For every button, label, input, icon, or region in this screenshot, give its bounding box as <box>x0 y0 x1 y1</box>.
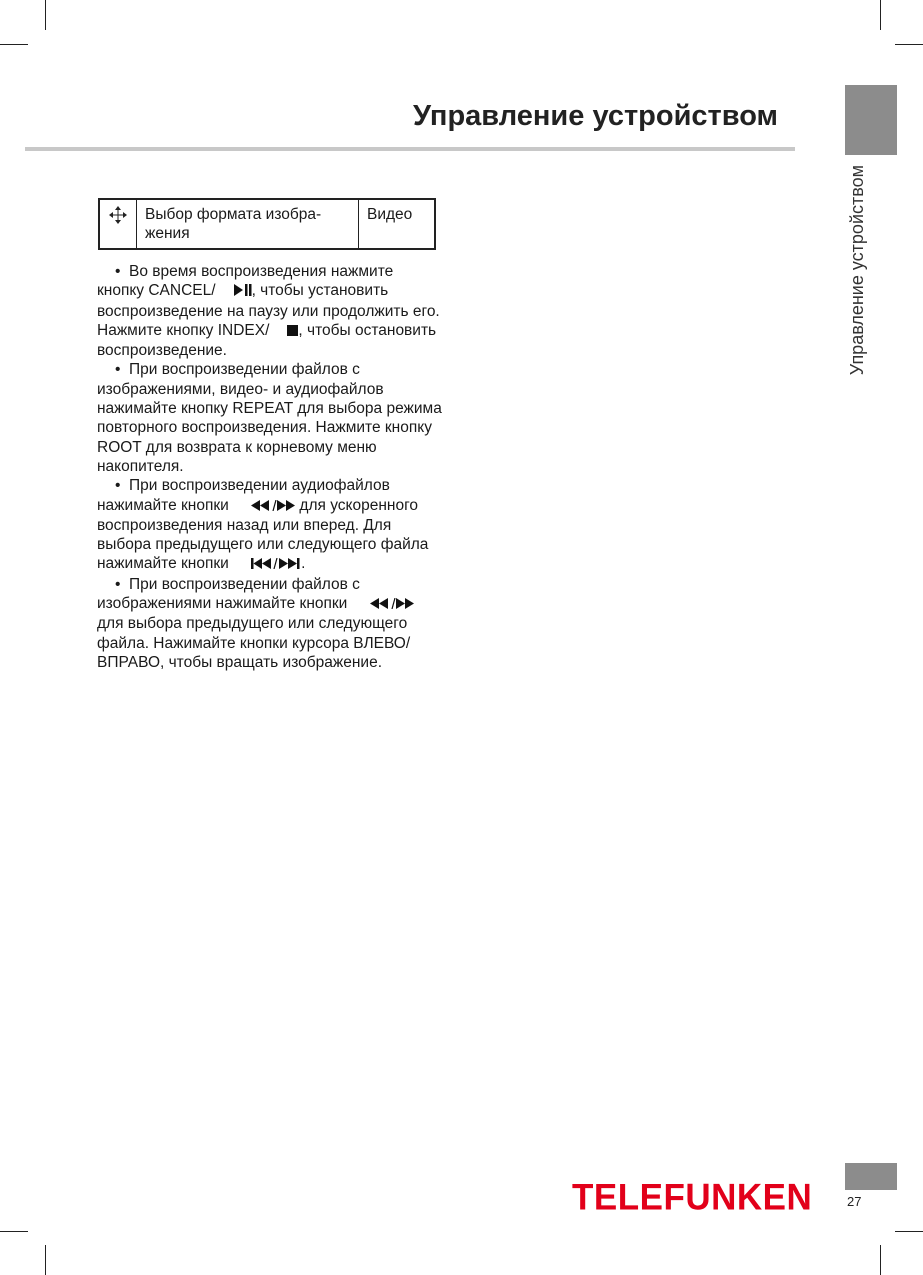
section-tab <box>845 85 897 155</box>
instructions-text <box>97 262 442 672</box>
bullet: • <box>115 575 121 593</box>
crop-mark <box>880 0 881 30</box>
crop-mark <box>45 1245 46 1275</box>
text-segment: . <box>301 555 306 573</box>
text-segment: , чтобы остановить воспроизведение. <box>97 321 437 360</box>
instruction-paragraph <box>97 360 442 476</box>
function-table <box>98 198 436 250</box>
text-segment: для ускоренного воспроизведения назад или вперед. Для выбора предыдущего или следующего файла нажимайте кнопки <box>97 496 429 573</box>
instruction-paragraph <box>97 262 442 360</box>
text-segment: , чтобы установить воспроизведение на паузу или продолжить его. Нажмите кнопку INDEX/ <box>97 282 440 339</box>
four-direction-arrows-icon <box>108 205 128 225</box>
rewind-forward-icon <box>233 497 295 516</box>
text-segment: При воспроизведении файлов с изображениями нажимайте кнопки <box>97 575 360 613</box>
section-tab-label-wrap <box>838 165 878 405</box>
table-row <box>99 199 435 249</box>
text-segment: При воспроизведении аудиофайлов нажимайте кнопки <box>97 477 390 514</box>
function-description: Выбор формата изобра-жения <box>137 199 359 249</box>
page-number-tab <box>845 1163 897 1190</box>
title-divider <box>25 147 795 151</box>
crop-mark <box>895 44 923 45</box>
function-icon-cell <box>99 199 137 249</box>
instruction-paragraph <box>97 575 442 672</box>
function-mode: Видео <box>359 199 436 249</box>
play-pause-icon <box>216 282 252 301</box>
bullet: • <box>115 477 121 495</box>
section-tab-label: Управление устройством <box>847 165 867 376</box>
bullet: • <box>115 263 121 280</box>
crop-mark <box>0 44 28 45</box>
page-title: Управление устройством <box>413 100 778 132</box>
bullet: • <box>115 361 121 379</box>
crop-mark <box>880 1245 881 1275</box>
instruction-paragraph <box>97 476 442 574</box>
crop-mark <box>0 1231 28 1232</box>
page-number: 27 <box>847 1194 862 1209</box>
stop-icon <box>269 322 298 341</box>
brand-logo: TELEFUNKEN <box>572 1176 813 1218</box>
crop-mark <box>895 1231 923 1232</box>
text-segment: При воспроизведении файлов с изображениями, видео- и аудиофайлов нажимайте кнопку REPEAT для выбора режима повторного воспроизведения. Нажмите кнопку ROOT для возврата к корневому меню накопителя. <box>97 361 442 475</box>
text-segment: для выбора предыдущего или следующего файла. Нажимайте кнопки курсора ВЛЕВО/ВПРАВО, чтобы вращать изображение. <box>97 615 411 671</box>
prev-next-icon <box>233 555 301 574</box>
crop-mark <box>45 0 46 30</box>
rewind-forward-icon <box>352 595 414 614</box>
text-segment: Во время воспроизведения нажмите кнопку CANCEL/ <box>97 263 394 300</box>
